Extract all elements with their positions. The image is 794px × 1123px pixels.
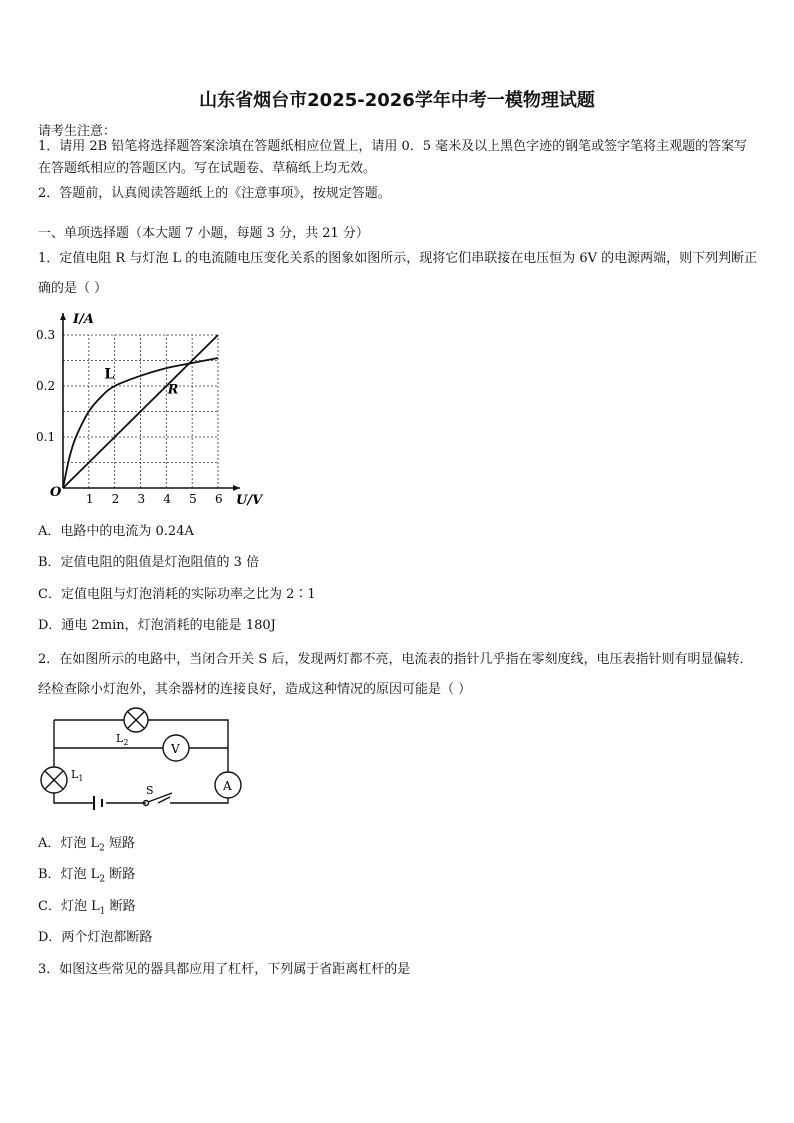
y-tick-label-0.3: 0.3 <box>36 328 56 342</box>
q1-option-a: A．电路中的电流为 0.24A <box>38 524 194 539</box>
page-title: 山东省烟台市2025-2026学年中考一模物理试题 <box>199 90 595 111</box>
wire-top-right <box>148 720 228 772</box>
l1-label: $L_1$ <box>71 768 84 783</box>
notice-item-2: 2．答题前，认真阅读答题纸上的《注意事项》，按规定答题。 <box>38 186 391 201</box>
q1-option-d: D．通电 2min，灯泡消耗的电能是 180J <box>38 618 276 633</box>
x-tick-label-5: 5 <box>189 492 197 506</box>
wire-left-bottom <box>54 793 94 803</box>
q2-stem: 2．在如图所示的电路中，当闭合开关 S 后，发现两灯都不亮，电流表的指针几乎指在零刻度线，电压表指针则有明显偏转．经检查除小灯泡外，其余器材的连接良好，造成这种情况的原因可能是（ ） <box>38 652 753 697</box>
q2-option-d: D．两个灯泡都断路 <box>38 930 153 945</box>
circuit-diagram <box>36 700 266 815</box>
x-tick-label-3: 3 <box>137 492 146 506</box>
x-tick-label-1: 1 <box>85 492 94 506</box>
q1-option-b: B．定值电阻的阻值是灯泡阻值的 3 倍 <box>38 555 260 570</box>
q1-stem: 1．定值电阻 R 与灯泡 L 的电流随电压变化关系的图象如图所示，现将它们串联接在电压恒为 6V 的电源两端，则下列判断正确的是（ ） <box>38 251 758 296</box>
y-axis-label: I/A <box>73 312 94 327</box>
q1-option-c: C．定值电阻与灯泡消耗的实际功率之比为 2∶1 <box>38 587 316 602</box>
q2-option-b: B．灯泡 $L_2$ 断路 <box>38 867 136 885</box>
y-axis-arrow <box>60 313 66 320</box>
l2-label: $L_2$ <box>116 732 129 747</box>
series-label-L: L <box>104 366 115 383</box>
battery <box>94 796 102 810</box>
section-heading: 一、单项选择题（本大题 7 小题，每题 3 分，共 21 分） <box>38 226 369 241</box>
origin-label: O <box>50 485 62 500</box>
series-label-R: R <box>167 382 179 398</box>
ammeter-label: A <box>223 779 232 793</box>
x-tick-label-2: 2 <box>111 492 120 506</box>
series-R-line <box>63 335 218 488</box>
x-axis-arrow <box>233 485 240 491</box>
switch-label: S <box>146 784 154 797</box>
x-tick-label-4: 4 <box>163 492 171 506</box>
voltmeter-label: V <box>171 742 180 756</box>
q2-option-a: A．灯泡 $L_2$ 短路 <box>38 836 136 854</box>
q3-stem: 3．如图这些常见的器具都应用了杠杆，下列属于省距离杠杆的是 <box>38 962 411 977</box>
notice-heading: 请考生注意： <box>38 124 117 139</box>
x-tick-label-6: 6 <box>215 492 223 506</box>
notice-item-1: 1．请用 2B 铅笔将选择题答案涂填在答题纸相应位置上，请用 0．5 毫米及以上黑色字迹的钢笔或签字笔将主观题的答案写在答题纸相应的答题区内。写在试题卷、草稿纸上均无效。 <box>38 139 748 176</box>
x-axis-label: U/V <box>236 493 263 508</box>
q2-option-c: C．灯泡 $L_1$ 断路 <box>38 899 136 917</box>
chart-labels <box>36 312 264 508</box>
y-tick-label-0.2: 0.2 <box>36 379 56 393</box>
y-tick-label-0.1: 0.1 <box>36 430 56 444</box>
iv-chart <box>30 305 290 510</box>
chart-series <box>63 335 218 488</box>
wire-bottom-right <box>158 797 228 803</box>
